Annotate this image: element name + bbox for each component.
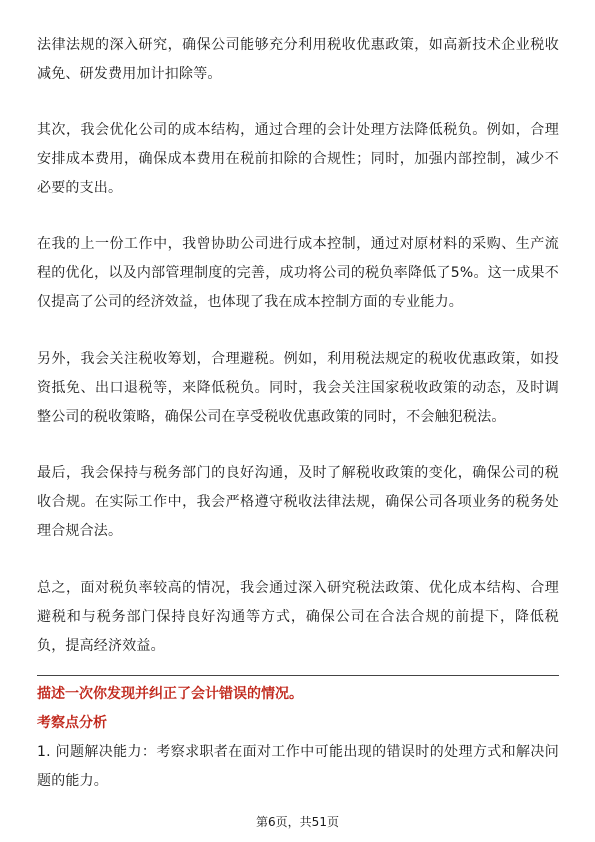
section-divider [37,675,559,676]
paragraph-tax-law-research: 法律法规的深入研究，确保公司能够充分利用税收优惠政策，如高新技术企业税收减免、研发费用加计扣除等。 [37,37,559,82]
paragraph-cost-structure: 其次，我会优化公司的成本结构，通过合理的会计处理方法降低税负。例如，合理安排成本费用，确保成本费用在税前扣除的合规性；同时，加强内部控制，减少不必要的支出。 [37,122,559,196]
paragraph-tax-planning: 另外，我会关注税收筹划，合理避税。例如，利用税法规定的税收优惠政策，如投资抵免、出口退税等，来降低税负。同时，我会关注国家税收政策的动态，及时调整公司的税收策略，确保公司在享受税收优惠政策的同时，不会触犯税法。 [37,351,559,425]
paragraph-summary: 总之，面对税负率较高的情况，我会通过深入研究税法政策、优化成本结构、合理避税和与税务部门保持良好沟通等方式，确保公司在合法合规的前提下，降低税负，提高经济效益。 [37,580,559,654]
page-number-footer: 第6页，共51页 [256,815,339,829]
interview-question: 描述一次你发现并纠正了会计错误的情况。 [37,686,303,702]
analysis-heading: 考察点分析 [37,715,107,731]
paragraph-previous-job: 在我的上一份工作中，我曾协助公司进行成本控制，通过对原材料的采购、生产流程的优化，以及内部管理制度的完善，成功将公司的税负率降低了5%。这一成果不仅提高了公司的经济效益，也体现了我在成本控制方面的专业能力。 [37,236,559,310]
paragraph-tax-communication: 最后，我会保持与税务部门的良好沟通，及时了解税收政策的变化，确保公司的税收合规。在实际工作中，我会严格遵守税收法律法规，确保公司各项业务的税务处理合规合法。 [37,465,559,539]
analysis-item: 1. 问题解决能力：考察求职者在面对工作中可能出现的错误时的处理方式和解决问题的能力。 [37,744,559,789]
